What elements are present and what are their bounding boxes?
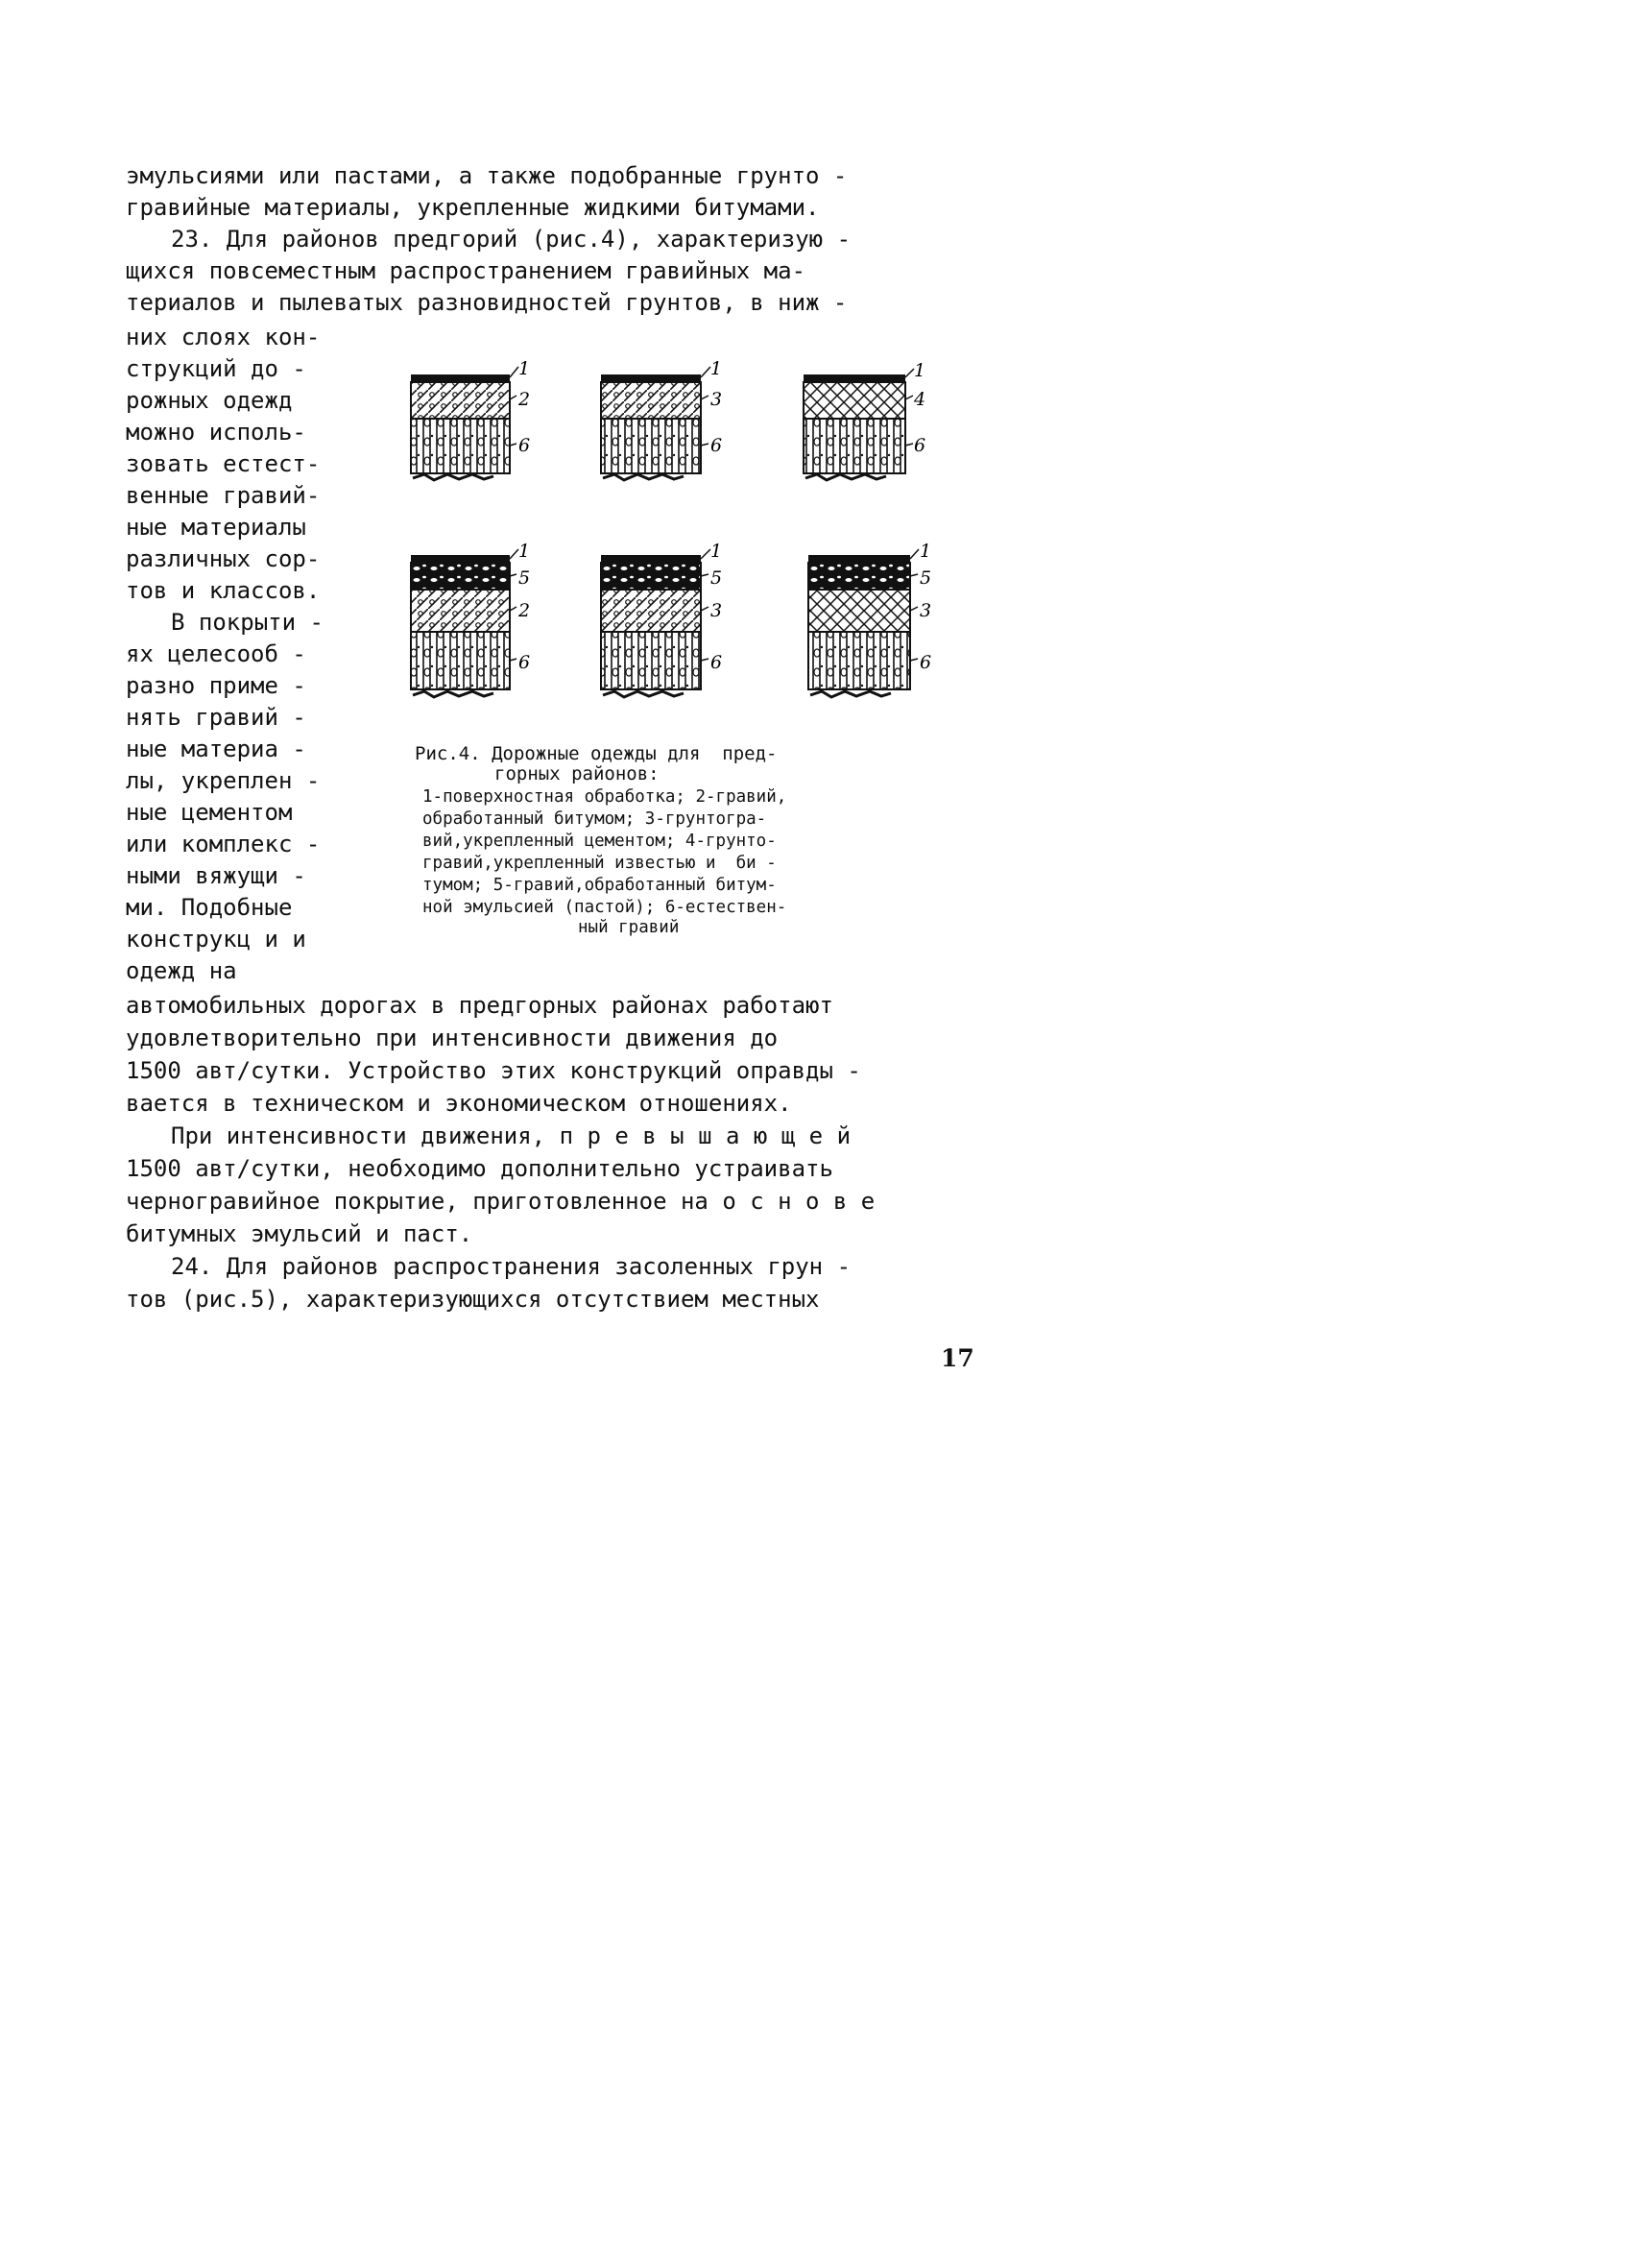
left-line: разно приме -: [126, 672, 306, 699]
left-line: В покрыти -: [171, 609, 324, 636]
left-line: можно исполь-: [126, 419, 306, 446]
caption-line: гравий,укрепленный известью и би -: [422, 854, 777, 873]
figure-pavement-sections: [394, 355, 970, 739]
svg-text:2: 2: [518, 600, 531, 621]
continuation-line-2: удовлетворительно при интенсивности движения до: [126, 1025, 779, 1051]
caption-title: Рис.4. Дорожные одежды для пред-: [415, 743, 778, 764]
svg-text:5: 5: [518, 567, 531, 589]
para24-line-2: тов (рис.5), характеризующихся отсутствием местных: [126, 1286, 820, 1313]
page-number: 17: [941, 1344, 974, 1372]
left-line: ми. Подобные: [126, 894, 293, 921]
left-line: зовать естест-: [126, 450, 321, 477]
section-1: [411, 358, 530, 480]
caption-line: ный гравий: [578, 918, 680, 937]
left-line: или комплекс -: [126, 831, 321, 857]
left-line: нять гравий -: [126, 704, 306, 731]
left-line: венные гравий-: [126, 482, 321, 509]
svg-text:6: 6: [914, 435, 926, 456]
continuation-line-3: 1500 авт/сутки. Устройство этих конструкций оправды -: [126, 1057, 861, 1084]
svg-text:6: 6: [518, 435, 531, 456]
section-4: [411, 541, 530, 697]
caption-line: ной эмульсией (пастой); 6-естествен-: [422, 898, 787, 917]
svg-text:6: 6: [920, 652, 932, 673]
continuation-line-1: автомобильных дорогах в предгорных районах работают: [126, 992, 833, 1019]
intensity-line-4: битумных эмульсий и паст.: [126, 1220, 473, 1247]
left-line: ях целесооб -: [126, 640, 306, 667]
svg-text:5: 5: [710, 567, 723, 589]
left-line: тов и классов.: [126, 577, 321, 604]
caption-line: 1-поверхностная обработка; 2-гравий,: [422, 787, 787, 807]
para23-line-2: щихся повсеместным распространением гравийных ма-: [126, 257, 806, 284]
svg-text:3: 3: [710, 389, 723, 410]
caption-title-2: горных районов:: [494, 763, 660, 784]
left-line: одежд на: [126, 957, 237, 984]
svg-text:1: 1: [710, 358, 723, 379]
left-line: них слоях кон-: [126, 324, 321, 350]
section-3: [804, 360, 925, 480]
svg-text:4: 4: [914, 389, 926, 410]
svg-text:2: 2: [518, 389, 531, 410]
svg-text:3: 3: [710, 600, 723, 621]
left-line: различных сор-: [126, 545, 321, 572]
left-line: лы, укреплен -: [126, 767, 321, 794]
left-line: рожных одежд: [126, 387, 293, 414]
caption-line: тумом; 5-гравий,обработанный битум-: [422, 876, 777, 895]
svg-text:6: 6: [710, 435, 723, 456]
left-line: конструкц и и: [126, 926, 306, 953]
intensity-line-1: При интенсивности движения, п р е в ы ш а ю щ е й: [171, 1122, 852, 1149]
svg-text:1: 1: [710, 541, 723, 562]
svg-text:5: 5: [920, 567, 932, 589]
section-6: [808, 541, 931, 697]
intro-line-1: эмульсиями или пастами, а также подобранные грунто -: [126, 162, 848, 189]
left-line: ные цементом: [126, 799, 293, 826]
para23-line-1: 23. Для районов предгорий (рис.4), характеризую -: [171, 226, 852, 253]
svg-text:1: 1: [914, 360, 926, 381]
intensity-line-2: 1500 авт/сутки, необходимо дополнительно устраивать: [126, 1155, 833, 1182]
svg-text:1: 1: [518, 541, 531, 562]
svg-text:6: 6: [710, 652, 723, 673]
svg-text:1: 1: [920, 541, 932, 562]
caption-line: обработанный битумом; 3-грунтогра-: [422, 809, 767, 829]
intensity-line-3: черногравийное покрытие, приготовленное на о с н о в е: [126, 1188, 876, 1215]
section-2: [601, 358, 722, 480]
intro-line-2: гравийные материалы, укрепленные жидкими битумами.: [126, 194, 820, 221]
svg-text:6: 6: [518, 652, 531, 673]
para23-line-3: териалов и пылеватых разновидностей грунтов, в ниж -: [126, 289, 848, 316]
continuation-line-4: вается в техническом и экономическом отношениях.: [126, 1090, 792, 1117]
svg-text:3: 3: [920, 600, 932, 621]
left-line: ными вяжущи -: [126, 862, 306, 889]
left-line: ные материа -: [126, 736, 306, 762]
left-line: струкций до -: [126, 355, 306, 382]
section-5: [601, 541, 722, 697]
svg-text:1: 1: [518, 358, 531, 379]
left-line: ные материалы: [126, 514, 306, 541]
para24-line-1: 24. Для районов распространения засоленных грун -: [171, 1253, 852, 1280]
caption-line: вий,укрепленный цементом; 4-грунто-: [422, 832, 777, 851]
